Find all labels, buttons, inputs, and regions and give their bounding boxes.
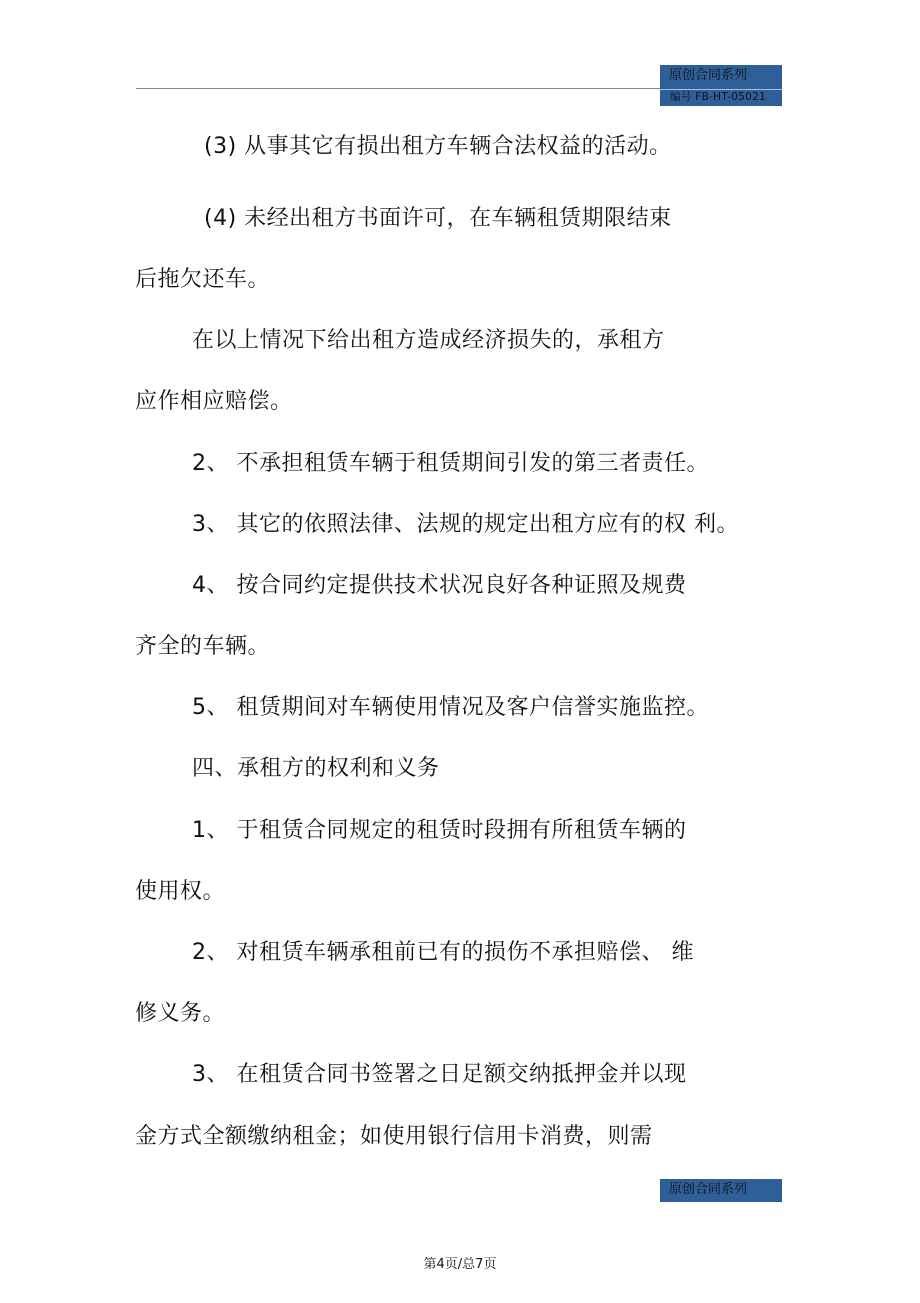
body-line-14: 2、 对租赁车辆承租前已有的损伤不承担赔偿、 维 — [192, 940, 694, 965]
body-line-17: 金方式全额缴纳租金；如使用银行信用卡消费，则需 — [135, 1124, 653, 1149]
body-line-3: 后拖欠还车。 — [135, 267, 271, 292]
footer-badge — [660, 1179, 782, 1202]
body-line-2: (4) 未经出租方书面许可，在车辆租赁期限结束 — [204, 206, 672, 231]
header-series-label: 原创合同系列 — [669, 68, 748, 83]
header-document-code: 编号 FB-HT-05021 — [670, 91, 767, 103]
body-line-1: (3) 从事其它有损出租方车辆合法权益的活动。 — [204, 134, 672, 159]
page-number: 第4页/总7页 — [423, 1257, 497, 1272]
body-line-8: 4、 按合同约定提供技术状况良好各种证照及规费 — [192, 573, 687, 598]
body-line-7: 3、 其它的依照法律、法规的规定出租方应有的权 利。 — [192, 512, 739, 537]
body-line-13: 使用权。 — [135, 879, 226, 904]
header-badge — [660, 65, 782, 106]
body-line-16: 3、 在租赁合同书签署之日足额交纳抵押金并以现 — [192, 1062, 687, 1087]
body-line-6: 2、 不承担租赁车辆于租赁期间引发的第三者责任。 — [192, 451, 709, 476]
section-heading: 四、承租方的权利和义务 — [192, 756, 440, 781]
body-line-5: 应作相应赔偿。 — [135, 389, 293, 414]
header-rule — [136, 88, 660, 89]
body-line-15: 修义务。 — [135, 1001, 226, 1026]
footer-series-label: 原创合同系列 — [669, 1182, 748, 1197]
body-line-9: 齐全的车辆。 — [135, 634, 271, 659]
body-line-12: 1、 于租赁合同规定的租赁时段拥有所租赁车辆的 — [192, 818, 687, 843]
body-line-4: 在以上情况下给出租方造成经济损失的，承租方 — [192, 328, 665, 353]
body-line-10: 5、 租赁期间对车辆使用情况及客户信誉实施监控。 — [192, 695, 709, 720]
